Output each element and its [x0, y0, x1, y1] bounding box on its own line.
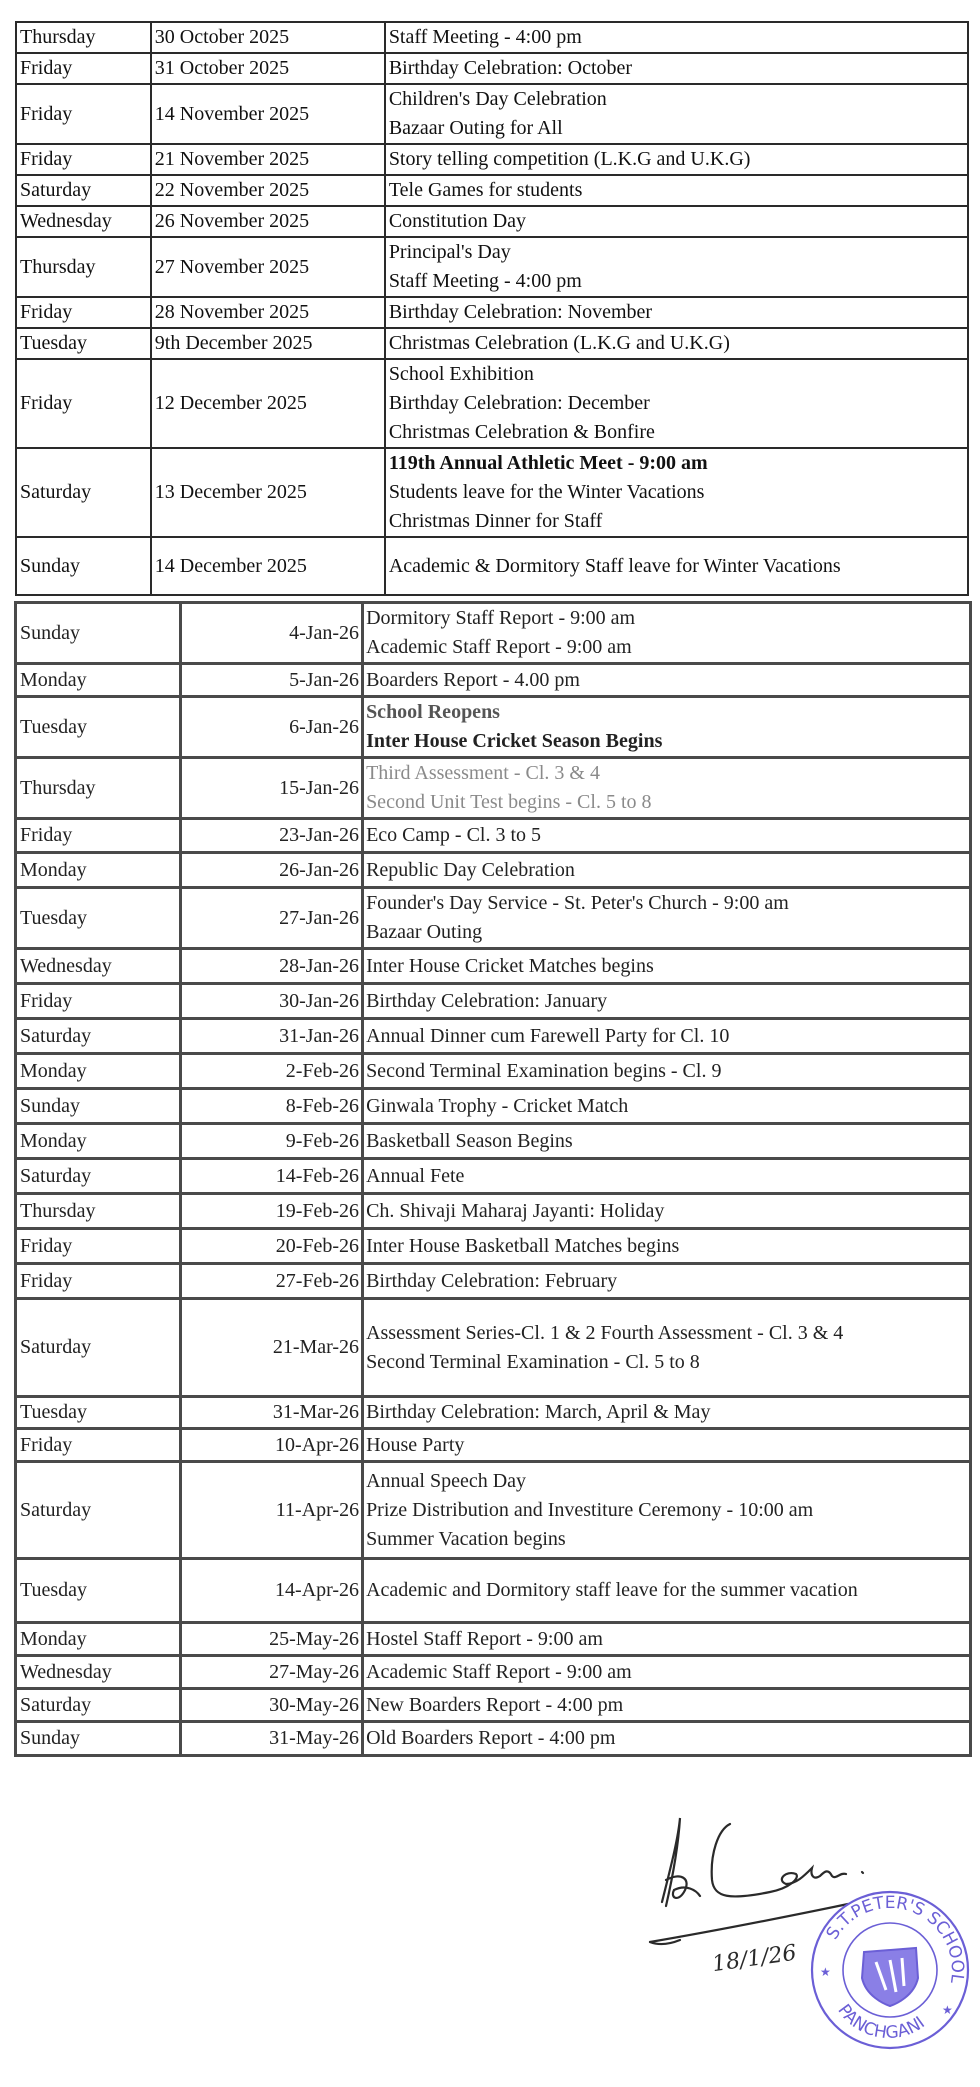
events-cell [363, 603, 971, 664]
day-cell: Friday [16, 984, 181, 1019]
day-cell: Friday [16, 144, 151, 175]
events-cell [363, 984, 971, 1019]
events-cell [363, 888, 971, 949]
event-text: Bazaar Outing for All [388, 117, 563, 139]
events-cell [385, 175, 968, 206]
day-cell: Saturday [16, 175, 151, 206]
date-cell: 30-Jan-26 [181, 984, 363, 1019]
table-row [16, 297, 968, 328]
events-cell [363, 1397, 971, 1429]
table-row [16, 949, 971, 984]
date-cell: 28-Jan-26 [181, 949, 363, 984]
day-cell: Saturday [16, 1019, 181, 1054]
stamp-star-icon: ★ [942, 2003, 953, 2017]
event-text: Ch. Shivaji Maharaj Jayanti: Holiday [366, 1199, 665, 1222]
date-cell: 26-Jan-26 [181, 853, 363, 888]
table-row [16, 1019, 971, 1054]
table-row [16, 1397, 971, 1429]
event-text: Assessment Series-Cl. 1 & 2 Fourth Assessment - Cl. 3 & 4 [366, 1321, 844, 1344]
event-text: House Party [366, 1433, 465, 1456]
day-cell: Sunday [16, 1722, 181, 1756]
date-cell: 31-Jan-26 [181, 1019, 363, 1054]
event-text: Second Unit Test begins - Cl. 5 to 8 [366, 791, 652, 813]
events-cell [363, 1229, 971, 1264]
table-row [16, 1559, 971, 1623]
event-text: Inter House Cricket Season Begins [366, 730, 663, 752]
event-text: Academic & Dormitory Staff leave for Winter Vacations [388, 554, 841, 577]
date-cell: 14-Feb-26 [181, 1159, 363, 1194]
events-cell [385, 297, 968, 328]
calendar-table-2025 [15, 21, 969, 596]
date-cell: 27 November 2025 [151, 237, 385, 297]
table-row [16, 1194, 971, 1229]
date-cell: 30 October 2025 [151, 22, 385, 53]
table-row [16, 853, 971, 888]
event-text: Story telling competition (L.K.G and U.K.G) [388, 148, 751, 170]
events-cell [363, 1722, 971, 1756]
table-row [16, 22, 968, 53]
date-cell: 12 December 2025 [151, 359, 385, 448]
date-cell: 31-Mar-26 [181, 1397, 363, 1429]
events-cell [385, 206, 968, 237]
table-row [16, 819, 971, 853]
day-cell: Saturday [16, 1159, 181, 1194]
day-cell: Monday [16, 1124, 181, 1159]
date-cell: 9-Feb-26 [181, 1124, 363, 1159]
event-text: School Exhibition [388, 363, 534, 385]
event-text: Birthday Celebration: November [388, 301, 653, 323]
events-cell [385, 84, 968, 144]
events-cell [385, 144, 968, 175]
day-cell: Saturday [16, 448, 151, 537]
events-cell [363, 1089, 971, 1124]
table-row [16, 537, 968, 595]
day-cell: Friday [16, 1264, 181, 1299]
day-cell: Friday [16, 53, 151, 84]
day-cell: Sunday [16, 1089, 181, 1124]
events-cell [385, 53, 968, 84]
event-text: Second Terminal Examination - Cl. 5 to 8 [366, 1350, 700, 1373]
date-cell: 26 November 2025 [151, 206, 385, 237]
school-stamp-icon [812, 1871, 980, 2050]
date-cell: 13 December 2025 [151, 448, 385, 537]
table-row [16, 1229, 971, 1264]
day-cell: Thursday [16, 22, 151, 53]
date-cell: 10-Apr-26 [181, 1429, 363, 1462]
date-cell: 27-May-26 [181, 1656, 363, 1689]
event-text: Republic Day Celebration [366, 858, 575, 881]
signature-date: 18/1/26 [710, 1940, 799, 1978]
table-row [16, 984, 971, 1019]
day-cell: Thursday [16, 237, 151, 297]
event-text: Inter House Basketball Matches begins [366, 1234, 680, 1257]
day-cell: Friday [16, 1229, 181, 1264]
events-cell [363, 1462, 971, 1559]
day-cell: Monday [16, 853, 181, 888]
day-cell: Saturday [16, 1462, 181, 1559]
date-cell: 14 November 2025 [151, 84, 385, 144]
calendar-table-2026 [14, 601, 972, 1757]
events-cell [363, 1559, 971, 1623]
event-text: Staff Meeting - 4:00 pm [388, 270, 582, 292]
event-text: Inter House Cricket Matches begins [366, 954, 654, 977]
events-cell [363, 1054, 971, 1089]
date-cell: 4-Jan-26 [181, 603, 363, 664]
day-cell: Friday [16, 359, 151, 448]
day-cell: Saturday [16, 1299, 181, 1397]
table-row [16, 664, 971, 697]
day-cell: Monday [16, 1623, 181, 1656]
date-cell: 31-May-26 [181, 1722, 363, 1756]
day-cell: Thursday [16, 758, 181, 819]
day-cell: Thursday [16, 1194, 181, 1229]
events-cell [363, 1623, 971, 1656]
events-cell [363, 1299, 971, 1397]
event-text: Annual Fete [366, 1164, 465, 1187]
table-row [16, 1089, 971, 1124]
day-cell: Friday [16, 84, 151, 144]
date-cell: 11-Apr-26 [181, 1462, 363, 1559]
date-cell: 2-Feb-26 [181, 1054, 363, 1089]
event-text: Birthday Celebration: February [366, 1269, 618, 1292]
table-row [16, 1124, 971, 1159]
event-text: Bazaar Outing [366, 921, 483, 943]
table-row [16, 697, 971, 758]
day-cell: Wednesday [16, 206, 151, 237]
events-cell [385, 537, 968, 595]
event-text: Birthday Celebration: March, April & May [366, 1401, 711, 1423]
events-cell [363, 1429, 971, 1462]
event-text: Academic and Dormitory staff leave for the summer vacation [366, 1579, 858, 1601]
events-cell [363, 758, 971, 819]
date-cell: 21-Mar-26 [181, 1299, 363, 1397]
day-cell: Tuesday [16, 888, 181, 949]
events-cell [363, 697, 971, 758]
day-cell: Saturday [16, 1689, 181, 1722]
event-text: Eco Camp - Cl. 3 to 5 [366, 824, 542, 846]
event-text: Constitution Day [388, 210, 527, 232]
event-text: Principal's Day [388, 241, 511, 263]
table-row [16, 144, 968, 175]
event-text: Christmas Celebration (L.K.G and U.K.G) [388, 332, 730, 354]
event-text: Ginwala Trophy - Cricket Match [366, 1094, 629, 1117]
date-cell: 6-Jan-26 [181, 697, 363, 758]
event-text: 119th Annual Athletic Meet - 9:00 am [388, 452, 708, 474]
date-cell: 22 November 2025 [151, 175, 385, 206]
table-row [16, 888, 971, 949]
event-text: New Boarders Report - 4:00 pm [366, 1693, 624, 1716]
date-cell: 27-Jan-26 [181, 888, 363, 949]
stamp-star-icon: ★ [820, 1965, 831, 1979]
event-text: Boarders Report - 4.00 pm [366, 668, 580, 691]
events-cell [363, 1019, 971, 1054]
stamp-top-text: S.T.PETER'S SCHOOL [822, 1892, 968, 1985]
event-text: Annual Dinner cum Farewell Party for Cl. 10 [366, 1024, 730, 1047]
day-cell: Sunday [16, 537, 151, 595]
date-cell: 25-May-26 [181, 1623, 363, 1656]
day-cell: Tuesday [16, 1397, 181, 1429]
date-cell: 8-Feb-26 [181, 1089, 363, 1124]
event-text: Children's Day Celebration [388, 88, 607, 110]
event-text: Annual Speech Day [366, 1469, 527, 1492]
events-cell [363, 664, 971, 697]
stamp-bottom-text: PANCHGANI [833, 2000, 929, 2044]
day-cell: Wednesday [16, 949, 181, 984]
date-cell: 9th December 2025 [151, 328, 385, 359]
table-row [16, 1689, 971, 1722]
date-cell: 30-May-26 [181, 1689, 363, 1722]
event-text: Birthday Celebration: December [388, 392, 650, 414]
table-row [16, 758, 971, 819]
events-cell [363, 1159, 971, 1194]
event-text: Birthday Celebration: October [388, 57, 633, 79]
day-cell: Friday [16, 1429, 181, 1462]
table-row [16, 328, 968, 359]
event-text: Basketball Season Begins [366, 1129, 573, 1152]
events-cell [385, 328, 968, 359]
event-text: Christmas Dinner for Staff [388, 510, 603, 532]
table-row [16, 1159, 971, 1194]
table-row [16, 1054, 971, 1089]
event-text: Dormitory Staff Report - 9:00 am [366, 607, 636, 629]
day-cell: Tuesday [16, 1559, 181, 1623]
table-row [16, 175, 968, 206]
table-row [16, 206, 968, 237]
event-text: Prize Distribution and Investiture Ceremony - 10:00 am [366, 1498, 814, 1521]
event-text: Christmas Celebration & Bonfire [388, 421, 655, 443]
events-cell [363, 1194, 971, 1229]
date-cell: 5-Jan-26 [181, 664, 363, 697]
event-text: Students leave for the Winter Vacations [388, 481, 705, 503]
day-cell: Tuesday [16, 697, 181, 758]
date-cell: 19-Feb-26 [181, 1194, 363, 1229]
event-text: Academic Staff Report - 9:00 am [366, 1660, 632, 1683]
date-cell: 27-Feb-26 [181, 1264, 363, 1299]
events-cell [385, 448, 968, 537]
day-cell: Friday [16, 819, 181, 853]
event-text: Tele Games for students [388, 179, 583, 201]
events-cell [363, 1689, 971, 1722]
table-row [16, 359, 968, 448]
event-text: Staff Meeting - 4:00 pm [388, 26, 582, 48]
event-text: Founder's Day Service - St. Peter's Church - 9:00 am [366, 892, 789, 914]
events-cell [363, 1124, 971, 1159]
event-text: Academic Staff Report - 9:00 am [366, 636, 632, 658]
event-text: Birthday Celebration: January [366, 989, 608, 1012]
events-cell [363, 819, 971, 853]
date-cell: 20-Feb-26 [181, 1229, 363, 1264]
events-cell [385, 359, 968, 448]
signature-and-stamp [600, 1780, 980, 2080]
day-cell: Monday [16, 664, 181, 697]
date-cell: 15-Jan-26 [181, 758, 363, 819]
signature-block [600, 1780, 980, 2080]
day-cell: Monday [16, 1054, 181, 1089]
table-row [16, 448, 968, 537]
date-cell: 14-Apr-26 [181, 1559, 363, 1623]
table-row [16, 237, 968, 297]
table-row [16, 1264, 971, 1299]
table-row [16, 603, 971, 664]
school-crest-icon [862, 1948, 918, 2006]
date-cell: 14 December 2025 [151, 537, 385, 595]
day-cell: Wednesday [16, 1656, 181, 1689]
table-row [16, 1623, 971, 1656]
day-cell: Friday [16, 297, 151, 328]
events-cell [363, 1264, 971, 1299]
date-cell: 28 November 2025 [151, 297, 385, 328]
event-text: Summer Vacation begins [366, 1527, 566, 1550]
day-cell: Sunday [16, 603, 181, 664]
event-text: Third Assessment - Cl. 3 & 4 [366, 762, 600, 784]
day-cell: Tuesday [16, 328, 151, 359]
event-text: Old Boarders Report - 4:00 pm [366, 1727, 616, 1749]
table-row [16, 1656, 971, 1689]
table-row [16, 1429, 971, 1462]
events-cell [385, 22, 968, 53]
events-cell [363, 853, 971, 888]
event-text: Hostel Staff Report - 9:00 am [366, 1627, 603, 1650]
event-text: School Reopens [366, 701, 500, 723]
table-row [16, 1462, 971, 1559]
table-row [16, 53, 968, 84]
table-row [16, 1722, 971, 1756]
events-cell [363, 949, 971, 984]
event-text: Second Terminal Examination begins - Cl. 9 [366, 1059, 722, 1082]
table-row [16, 84, 968, 144]
date-cell: 23-Jan-26 [181, 819, 363, 853]
date-cell: 21 November 2025 [151, 144, 385, 175]
events-cell [385, 237, 968, 297]
table-row [16, 1299, 971, 1397]
date-cell: 31 October 2025 [151, 53, 385, 84]
events-cell [363, 1656, 971, 1689]
